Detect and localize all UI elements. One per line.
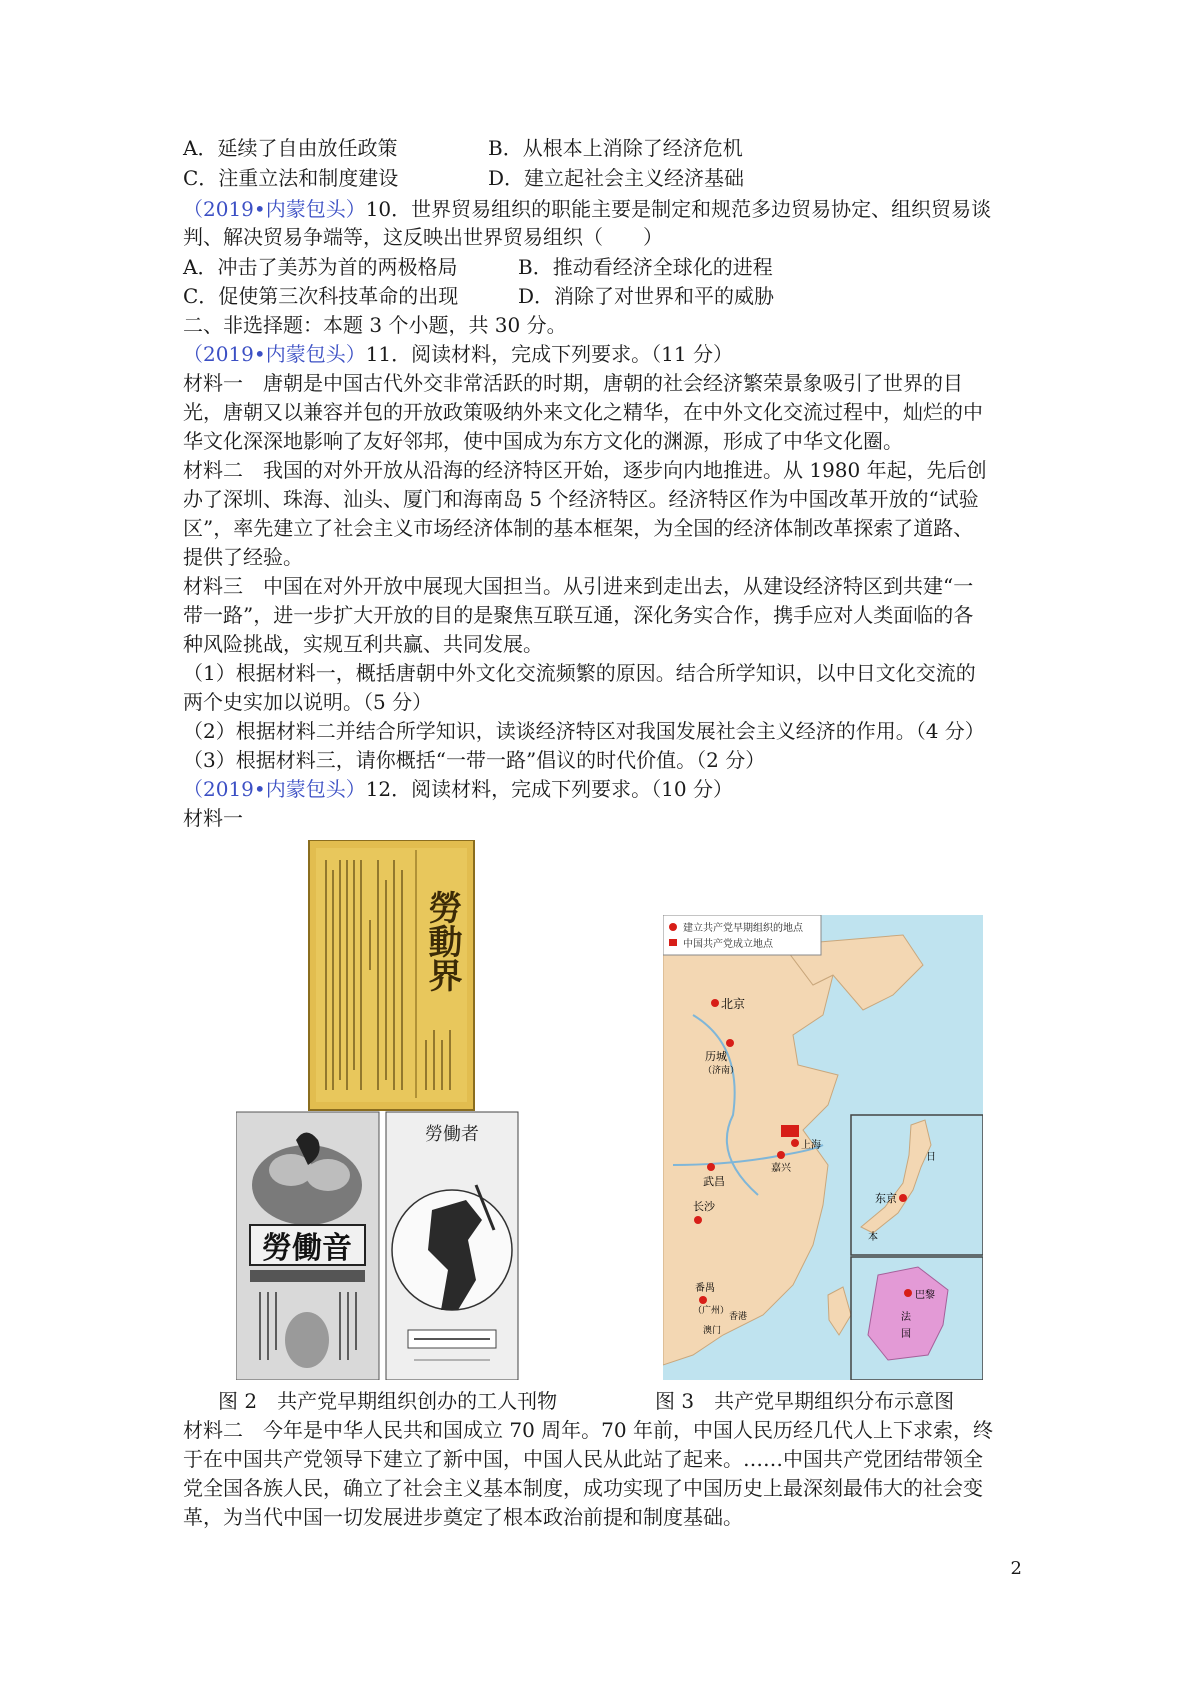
- q10-option-b: B．推动看经济全球化的进程: [518, 255, 773, 279]
- publication-laodongzhe: [386, 1112, 518, 1380]
- city-tokyo: 东京: [875, 1192, 897, 1205]
- q12-stem-text: 12．阅读材料，完成下列要求。（10 分）: [365, 777, 733, 801]
- q10-stem-text: 10．世界贸易组织的职能主要是制定和规范多边贸易协定、组织贸易谈: [365, 197, 992, 221]
- city-macau: 澳门: [703, 1326, 722, 1336]
- map-legend-flag-icon: [669, 939, 677, 946]
- figure-3-party-map: [663, 915, 983, 1380]
- q9-option-c: C．注重立法和制度建设: [183, 166, 399, 190]
- city-marker-icon: [899, 1194, 907, 1202]
- q11-material2-line: 材料二 我国的对外开放从沿海的经济特区开始，逐步向内地推进。从 1980 年起，先后创: [183, 458, 987, 482]
- q11-material1-line: 华文化深深地影响了友好邻邦，使中国成为东方文化的渊源，形成了中华文化圈。: [183, 429, 903, 453]
- publication-laodongjie: [309, 840, 474, 1110]
- city-marker-icon: [711, 999, 719, 1007]
- q10-source: （2019•内蒙包头）: [183, 197, 366, 221]
- q10-stem-line1: [183, 194, 991, 224]
- q10-option-d: D．消除了对世界和平的威胁: [518, 284, 775, 308]
- q11-material2-line: 提供了经验。: [183, 545, 303, 569]
- france-label-1: 法: [901, 1312, 911, 1323]
- q11-subquestion-1: （1）根据材料一，概括唐朝中外文化交流频繁的原因。结合所学知识，以中日文化交流的: [183, 661, 976, 685]
- figure-2-worker-publications: [236, 840, 546, 1380]
- figure-3-svg: [663, 915, 983, 1380]
- q10-stem-line2: 判、解决贸易争端等，这反映出世界贸易组织（ ）: [183, 225, 663, 249]
- q12-material2-line: 于在中国共产党领导下建立了新中国，中国人民从此站了起来。……中国共产党团结带领全: [183, 1447, 983, 1471]
- q12-material1-label: 材料一: [183, 806, 243, 830]
- q11-material3-line: 材料三 中国在对外开放中展现大国担当。从引进来到走出去，从建设经济特区到共建“一: [183, 574, 974, 598]
- city-marker-icon: [777, 1151, 785, 1159]
- city-marker-icon: [904, 1289, 912, 1297]
- city-marker-icon: [726, 1039, 734, 1047]
- city-changsha: 长沙: [693, 1200, 715, 1213]
- q11-material3-line: 种风险挑战，实规互利共赢、共同发展。: [183, 632, 543, 656]
- figure-3-caption: 图 3 共产党早期组织分布示意图: [655, 1389, 955, 1413]
- pub3-title: 勞働者: [425, 1124, 479, 1145]
- city-marker-icon: [694, 1216, 702, 1224]
- pub1-title: 勞動界: [422, 890, 462, 992]
- q11-stem: [183, 339, 733, 369]
- q11-source: （2019•内蒙包头）: [183, 342, 366, 366]
- section2-title: 二、非选择题：本题 3 个小题，共 30 分。: [183, 313, 567, 337]
- q12-material2-line: 革，为当代中国一切发展进步奠定了根本政治前提和制度基础。: [183, 1505, 743, 1529]
- city-hongkong: 香港: [729, 1312, 748, 1322]
- city-licheng: 历城: [705, 1050, 727, 1063]
- japan-label-1: 日: [926, 1152, 936, 1163]
- city-beijing: 北京: [721, 997, 746, 1011]
- map-legend-1: 建立共产党早期组织的地点: [683, 923, 803, 934]
- q11-material2-line: 区”，率先建立了社会主义市场经济体制的基本框架，为全国的经济体制改革探索了道路、: [183, 516, 974, 540]
- city-jinan: （济南）: [703, 1066, 740, 1076]
- city-marker-icon: [707, 1163, 715, 1171]
- city-guangzhou: （广州）: [693, 1306, 730, 1316]
- q12-stem: [183, 774, 733, 804]
- city-paris: 巴黎: [915, 1290, 935, 1301]
- q12-source: （2019•内蒙包头）: [183, 777, 366, 801]
- q11-stem-text: 11．阅读材料，完成下列要求。（11 分）: [365, 342, 733, 366]
- france-label-2: 国: [901, 1329, 911, 1340]
- city-wuchang: 武昌: [703, 1175, 725, 1188]
- q11-subquestion-2: （2）根据材料二并结合所学知识，读谈经济特区对我国发展社会主义经济的作用。（4 分）: [183, 719, 985, 743]
- q11-material3-line: 带一路”，进一步扩大开放的目的是聚焦互联互通，深化务实合作，携手应对人类面临的各: [183, 603, 974, 627]
- city-jiaxing: 嘉兴: [771, 1163, 791, 1174]
- q11-subquestion-3: （3）根据材料三，请你概括“一带一路”倡议的时代价值。（2 分）: [183, 748, 766, 772]
- city-shanghai: 上海: [801, 1140, 821, 1151]
- city-marker-icon: [791, 1139, 799, 1147]
- map-legend-marker-icon: [669, 923, 677, 931]
- q12-material2-line: 材料二 今年是中华人民共和国成立 70 周年。70 年前，中国人民历经几代人上下求索，终: [183, 1418, 993, 1442]
- q9-option-b: B．从根本上消除了经济危机: [488, 136, 743, 160]
- q11-material1-line: 光，唐朝又以兼容并包的开放政策吸纳外来文化之精华，在中外文化交流过程中，灿烂的中: [183, 400, 983, 424]
- flag-icon: [781, 1125, 799, 1137]
- publication-laodongyin: [236, 1112, 379, 1380]
- q9-option-a: A．延续了自由放任政策: [183, 136, 398, 160]
- map-legend-2: 中国共产党成立地点: [683, 939, 773, 950]
- city-marker-icon: [699, 1296, 707, 1304]
- page-number: 2: [1010, 1558, 1022, 1579]
- q10-option-c: C．促使第三次科技革命的出现: [183, 284, 459, 308]
- figure-2-svg: [236, 840, 546, 1380]
- q11-subquestion-1-cont: 两个史实加以说明。（5 分）: [183, 690, 433, 714]
- city-panyu: 番禺: [695, 1283, 715, 1294]
- q11-material2-line: 办了深圳、珠海、汕头、厦门和海南岛 5 个经济特区。经济特区作为中国改革开放的“试验: [183, 487, 979, 511]
- q11-material1-line: 材料一 唐朝是中国古代外交非常活跃的时期，唐朝的社会经济繁荣景象吸引了世界的目: [183, 371, 963, 395]
- q9-option-d: D．建立起社会主义经济基础: [488, 166, 745, 190]
- pub2-title: 勞働音: [262, 1231, 352, 1266]
- q10-option-a: A．冲击了美苏为首的两极格局: [183, 255, 458, 279]
- figure-2-caption: 图 2 共产党早期组织创办的工人刊物: [218, 1389, 558, 1413]
- japan-label-2: 本: [868, 1232, 878, 1243]
- q12-material2-line: 党全国各族人民，确立了社会主义基本制度，成功实现了中国历史上最深刻最伟大的社会变: [183, 1476, 983, 1500]
